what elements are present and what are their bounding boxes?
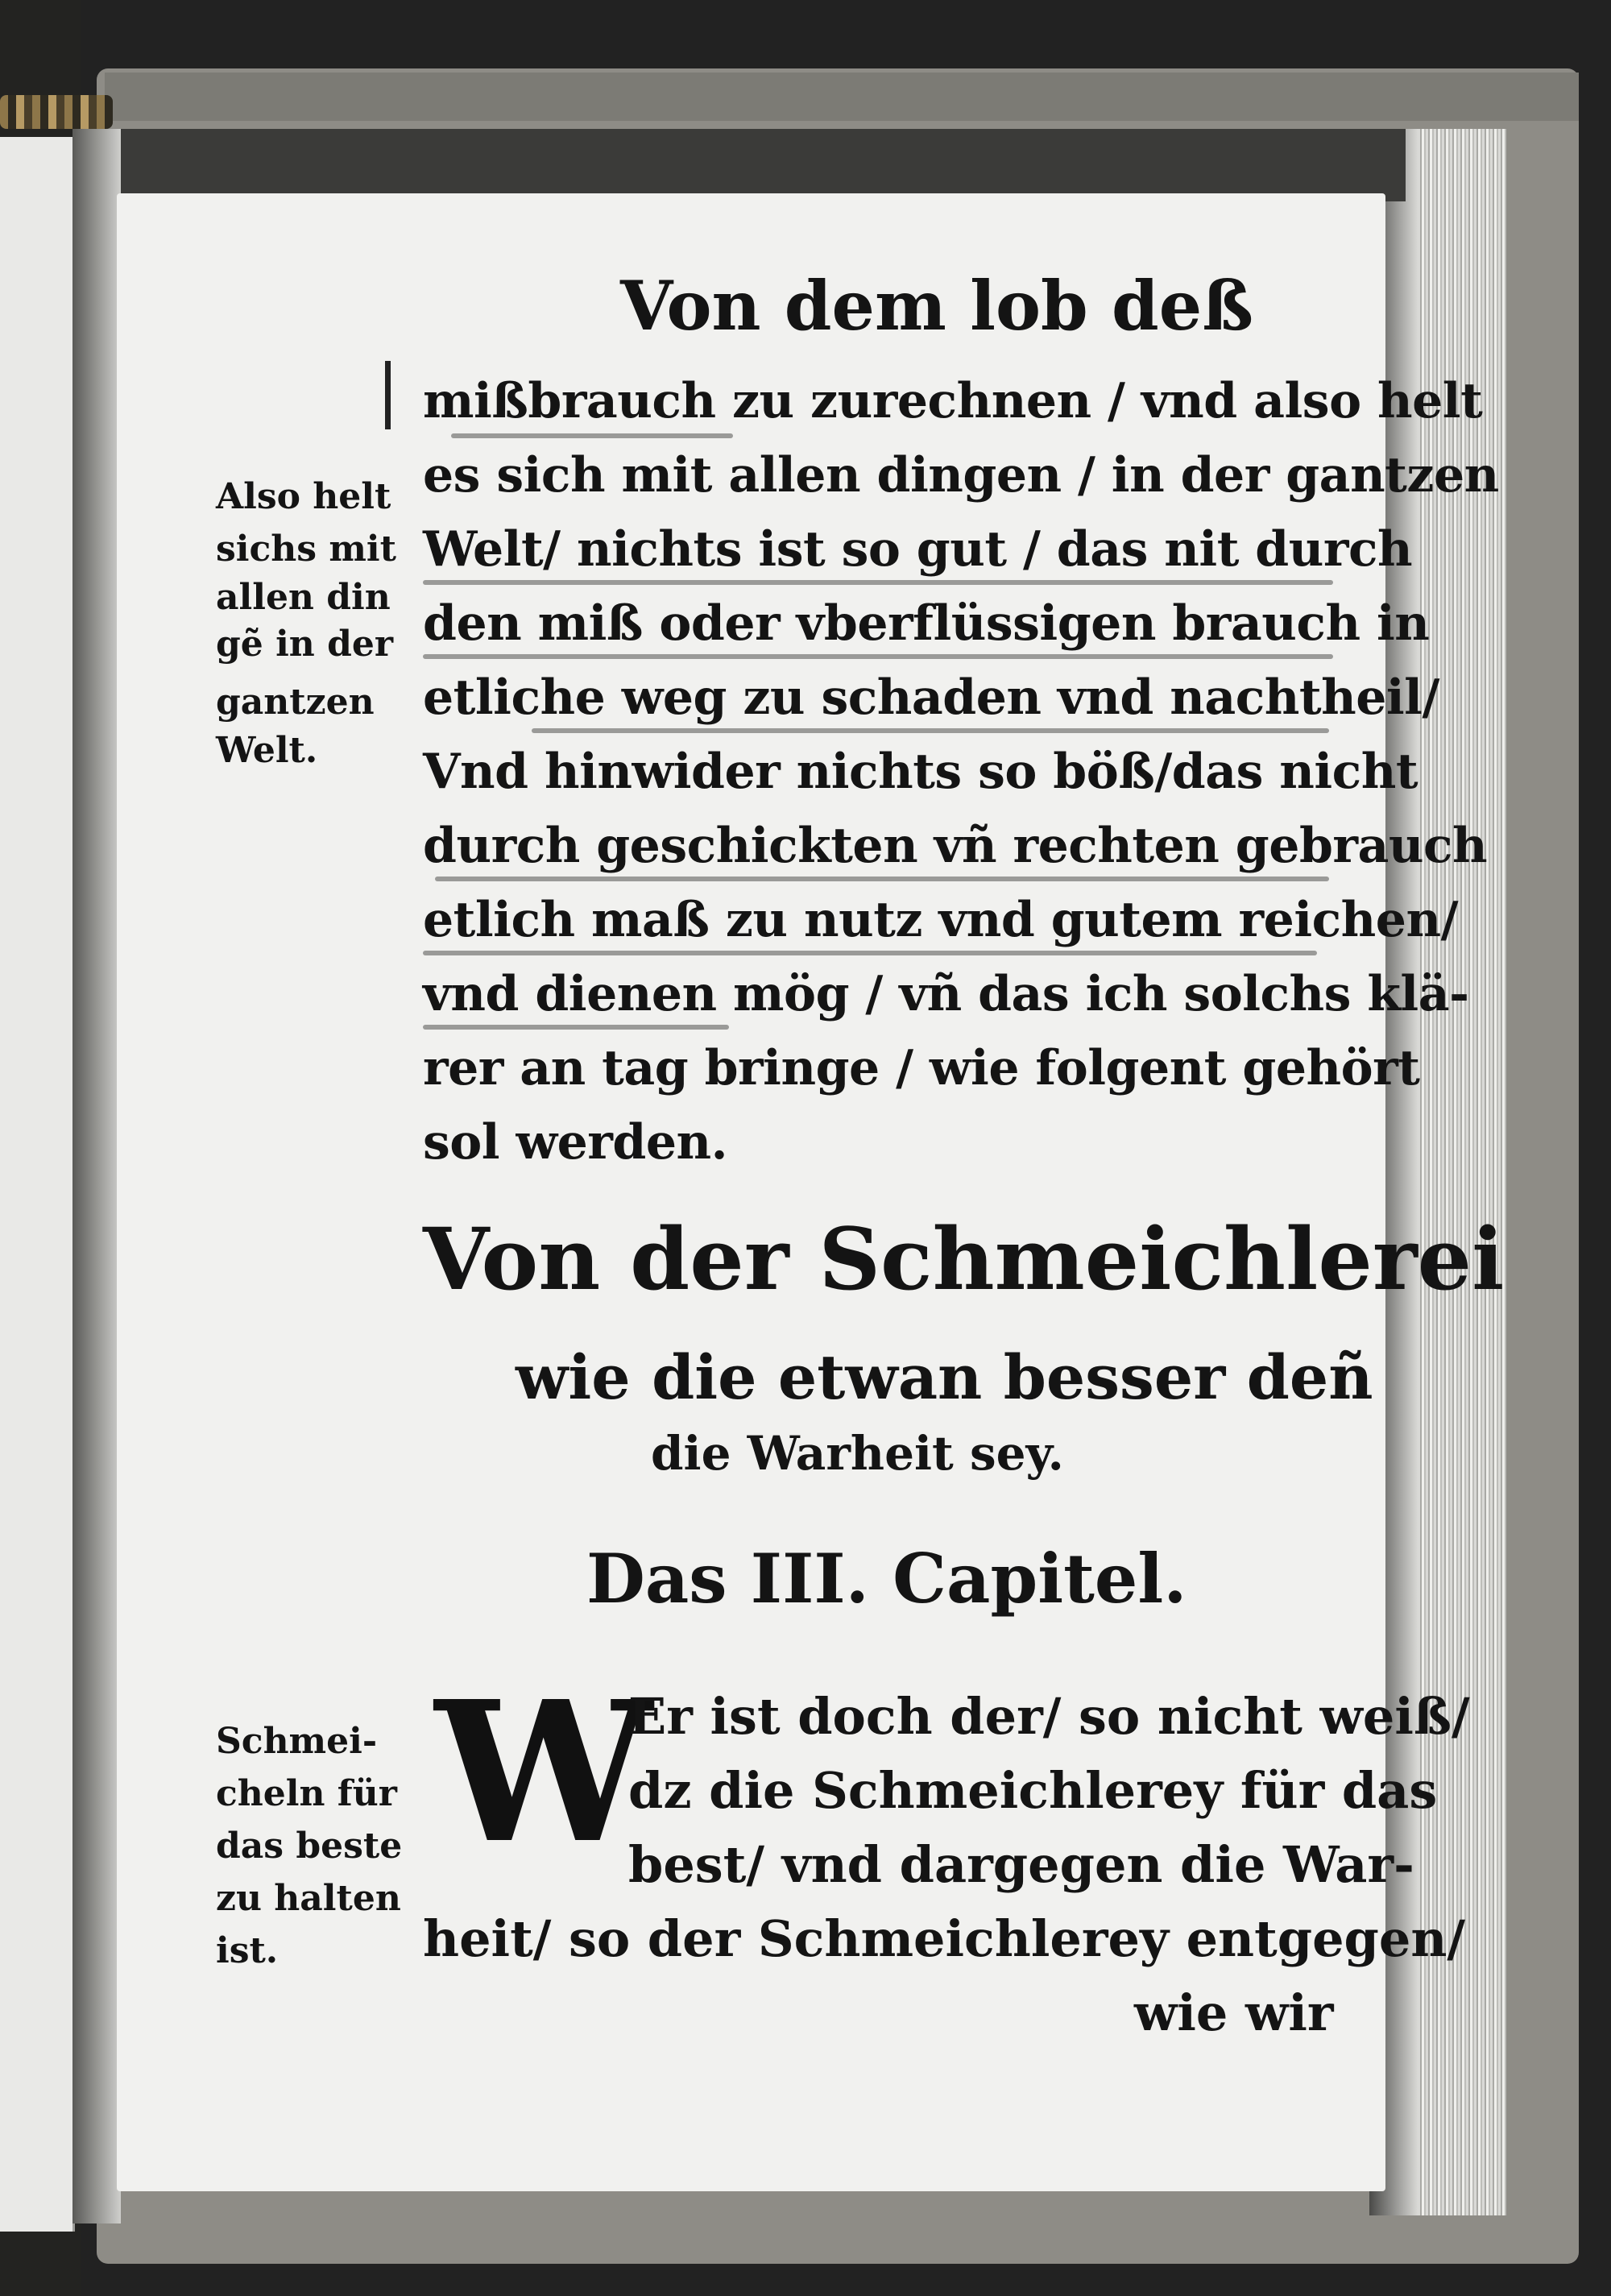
chapter-number: Das III. Capitel.: [586, 1539, 1187, 1618]
chapter-subtitle: wie die etwan besser deñ: [516, 1341, 1373, 1413]
chapter-text-line: best/ vnd dargegen die War-: [628, 1835, 1414, 1894]
main-text-line: Vnd hinwider nichts so böß/das nicht: [423, 744, 1418, 800]
main-text-line: etliche weg zu schaden vnd nachtheil/: [423, 669, 1439, 726]
pencil-underline: [423, 580, 1333, 585]
margin-note-line: das beste: [216, 1826, 403, 1867]
chapter-title: Von der Schmeichlerei: [423, 1208, 1505, 1309]
main-text-line: Welt/ nichts ist so gut / das nit durch: [423, 521, 1413, 578]
chapter-subtitle-line2: die Warheit sey.: [651, 1426, 1064, 1481]
margin-note-line: zu halten: [216, 1878, 401, 1919]
left-page: [0, 137, 75, 2232]
main-text-line: sol werden.: [423, 1114, 728, 1171]
initial-letter: W: [435, 1659, 652, 1886]
page-top-shadow: [117, 129, 1406, 201]
decorated-initial: [435, 1659, 652, 1886]
running-head: Von dem lob deß: [620, 266, 1254, 346]
main-text-line: rer an tag bringe / wie folgent gehört: [423, 1040, 1420, 1096]
margin-note-line: gẽ in der: [216, 624, 394, 665]
book-cover-edge: [105, 73, 1579, 121]
pencil-underline: [435, 877, 1329, 881]
main-text-line: etlich maß zu nutz vnd gutem reichen/: [423, 892, 1458, 948]
chapter-text-line: dz die Schmeichlerey für das: [628, 1761, 1438, 1820]
margin-note-line: allen din: [216, 577, 391, 618]
margin-note-line: Also helt: [216, 476, 391, 517]
main-text-line: den miß oder vberflüssigen brauch in: [423, 595, 1430, 652]
margin-note-line: cheln für: [216, 1773, 397, 1814]
pencil-underline: [423, 951, 1317, 955]
pencil-underline: [423, 1025, 729, 1030]
margin-mark: [385, 361, 391, 429]
margin-note-line: gantzen: [216, 682, 375, 723]
catchword: wie wir: [1134, 1983, 1334, 2042]
margin-note-line: sichs mit: [216, 528, 396, 570]
margin-note-line: Welt.: [216, 730, 318, 771]
pencil-underline: [532, 728, 1329, 733]
main-text-line: es sich mit allen dingen / in der gantzen: [423, 447, 1499, 504]
main-text-line: mißbrauch zu zurechnen / vnd also helt: [423, 373, 1483, 429]
margin-note-line: Schmei-: [216, 1721, 378, 1762]
chapter-text-line: Er ist doch der/ so nicht weiß/: [628, 1687, 1470, 1746]
margin-note-line: ist.: [216, 1930, 279, 1971]
pencil-underline: [451, 433, 733, 438]
main-text-line: durch geschickten vñ rechten gebrauch: [423, 818, 1488, 874]
headband-decoration: [0, 95, 113, 129]
chapter-text-line: heit/ so der Schmeichlerey entgegen/: [423, 1909, 1466, 1968]
gutter-shadow: [72, 129, 121, 2223]
main-text-line: vnd dienen mög / vñ das ich solchs klä-: [423, 966, 1469, 1022]
pencil-underline: [423, 654, 1333, 659]
